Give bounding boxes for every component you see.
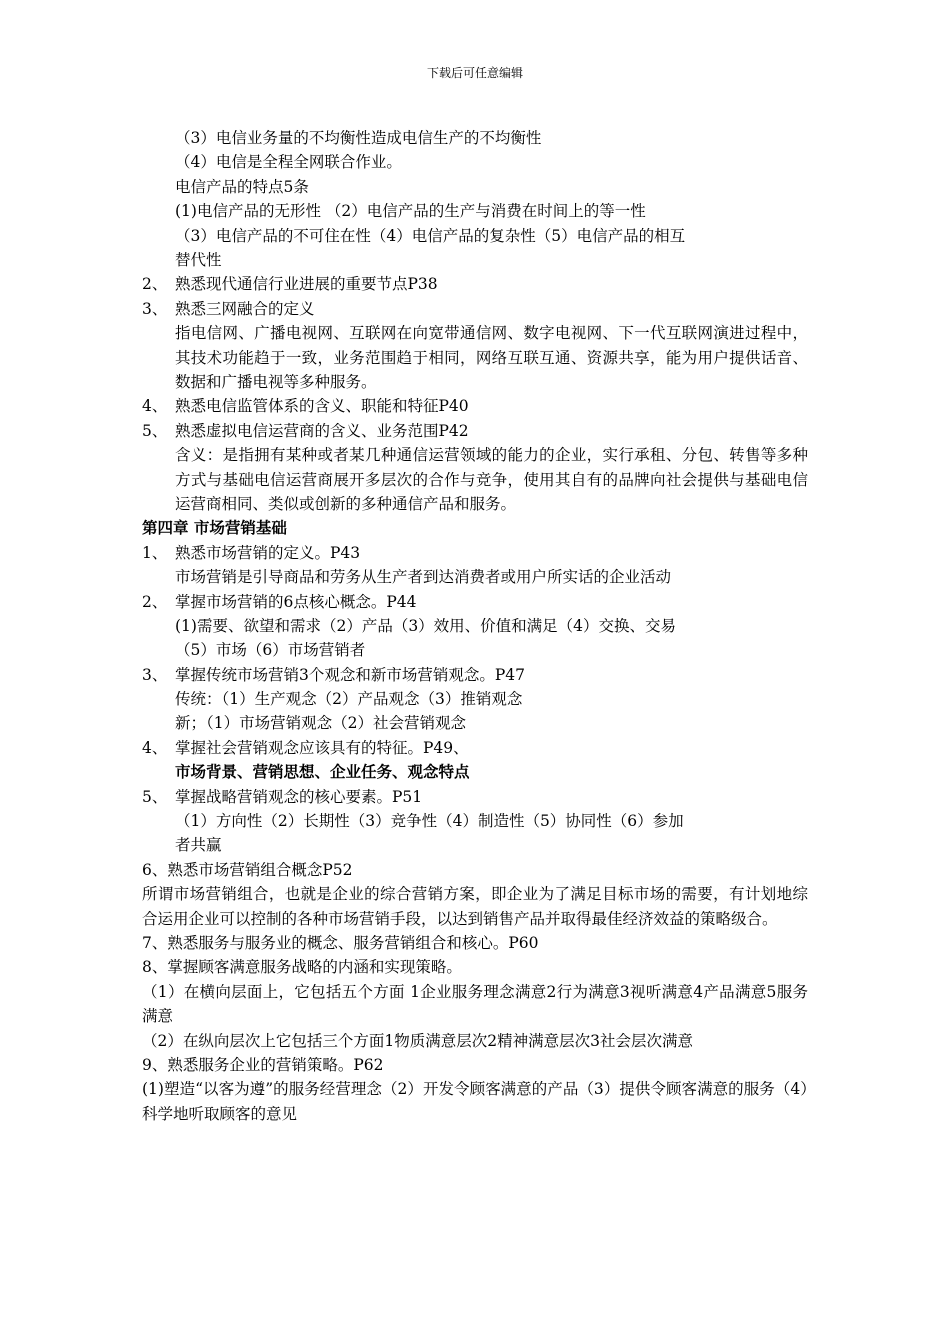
line-text: 熟悉电信监管体系的含义、职能和特征P40 bbox=[175, 397, 469, 416]
numbered-item bbox=[142, 419, 808, 443]
item-number: 2、 bbox=[142, 275, 168, 294]
line-text: 掌握战略营销观念的核心要素。P51 bbox=[175, 787, 423, 806]
text-line bbox=[142, 858, 808, 882]
numbered-item bbox=[142, 272, 808, 296]
line-text: （5）市场（6）市场营销者 bbox=[175, 641, 366, 660]
line-text: 者共赢 bbox=[175, 836, 222, 855]
numbered-item bbox=[142, 394, 808, 418]
line-text: 6、熟悉市场营销组合概念P52 bbox=[142, 860, 353, 879]
line-text: 熟悉市场营销的定义。P43 bbox=[175, 543, 361, 562]
line-text: （4）电信是全程全网联合作业。 bbox=[175, 153, 402, 172]
line-text: 传统：（1）生产观念（2）产品观念（3）推销观念 bbox=[175, 690, 523, 709]
line-text: 指电信网、广播电视网、互联网在向宽带通信网、数字电视网、下一代互联网演进过程中，其技术功能趋于一致，业务范围趋于相同，网络互联互通、资源共享，能为用户提供话音、数据和广播电视等多种服务。 bbox=[175, 324, 808, 391]
numbered-item bbox=[142, 736, 808, 760]
text-line bbox=[142, 565, 808, 589]
line-text: 含义：是指拥有某种或者某几种通信运营领域的能力的企业，实行承租、分包、转售等多种方式与基础电信运营商展开多层次的合作与竞争，使用其自有的品牌向社会提供与基础电信运营商相同、类似或创新的多种通信产品和服务。 bbox=[175, 446, 808, 513]
line-text: 新；（1）市场营销观念（2）社会营销观念 bbox=[175, 714, 466, 733]
text-line bbox=[142, 711, 808, 735]
item-number: 4、 bbox=[142, 397, 168, 416]
text-line bbox=[142, 321, 808, 394]
line-text: （1）在横向层面上，它包括五个方面 1企业服务理念满意2行为满意3视听满意4产品满意5服务满意 bbox=[142, 982, 808, 1026]
text-line bbox=[142, 760, 808, 784]
document-body bbox=[142, 126, 808, 1126]
item-number: 3、 bbox=[142, 299, 168, 318]
text-line bbox=[142, 882, 808, 931]
item-number: 2、 bbox=[142, 592, 168, 611]
numbered-item bbox=[142, 590, 808, 614]
text-line bbox=[142, 199, 808, 223]
line-text: 9、熟悉服务企业的营销策略。P62 bbox=[142, 1056, 384, 1075]
text-line bbox=[142, 443, 808, 516]
line-text: (1)需要、欲望和需求（2）产品（3）效用、价值和满足（4）交换、交易 bbox=[175, 616, 677, 635]
line-text: 掌握市场营销的6点核心概念。P44 bbox=[175, 592, 417, 611]
line-text: （3）电信产品的不可住在性（4）电信产品的复杂性（5）电信产品的相互 bbox=[175, 226, 686, 245]
item-number: 4、 bbox=[142, 738, 168, 757]
text-line bbox=[142, 150, 808, 174]
line-text: 掌握社会营销观念应该具有的特征。P49、 bbox=[175, 738, 469, 757]
line-text: 熟悉三网融合的定义 bbox=[175, 299, 315, 318]
page-header: 下载后可任意编辑 bbox=[426, 66, 523, 80]
text-line bbox=[142, 809, 808, 833]
line-text: 替代性 bbox=[175, 250, 222, 269]
line-text: 第四章 市场营销基础 bbox=[142, 518, 287, 538]
line-text: （2）在纵向层次上它包括三个方面1物质满意层次2精神满意层次3社会层次满意 bbox=[142, 1031, 693, 1050]
numbered-item bbox=[142, 785, 808, 809]
text-line bbox=[142, 1053, 808, 1077]
text-line bbox=[142, 1077, 808, 1126]
line-text: (1)塑造“以客为遵”的服务经营理念（2）开发令顾客满意的产品（3）提供令顾客满意的服务（4）科学地听取顾客的意见 bbox=[142, 1080, 808, 1123]
line-text: 7、熟悉服务与服务业的概念、服务营销组合和核心。P60 bbox=[142, 934, 539, 953]
text-line bbox=[142, 224, 808, 248]
line-text: 电信产品的特点5条 bbox=[175, 177, 309, 196]
item-number: 5、 bbox=[142, 421, 168, 440]
line-text: 市场背景、营销思想、企业任务、观念特点 bbox=[175, 762, 470, 782]
numbered-item bbox=[142, 663, 808, 687]
text-line bbox=[142, 1029, 808, 1053]
text-line bbox=[142, 833, 808, 857]
item-number: 5、 bbox=[142, 787, 168, 806]
line-text: （1）方向性（2）长期性（3）竞争性（4）制造性（5）协同性（6）参加 bbox=[175, 812, 684, 831]
text-line bbox=[142, 955, 808, 979]
line-text: 掌握传统市场营销3个观念和新市场营销观念。P47 bbox=[175, 665, 526, 684]
line-text: （3）电信业务量的不均衡性造成电信生产的不均衡性 bbox=[175, 129, 542, 147]
item-number: 3、 bbox=[142, 665, 168, 684]
line-text: 所谓市场营销组合，也就是企业的综合营销方案，即企业为了满足目标市场的需要，有计划地综合运用企业可以控制的各种市场营销手段，以达到销售产品并取得最佳经济效益的策略级合。 bbox=[142, 885, 808, 928]
text-line bbox=[142, 931, 808, 955]
line-text: 熟悉虚拟电信运营商的含义、业务范围P42 bbox=[175, 421, 469, 440]
text-line bbox=[142, 248, 808, 272]
text-line bbox=[142, 175, 808, 199]
text-line bbox=[142, 980, 808, 1029]
numbered-item bbox=[142, 541, 808, 565]
line-text: 市场营销是引导商品和劳务从生产者到达消费者或用户所实话的企业活动 bbox=[175, 568, 672, 587]
section-heading bbox=[142, 516, 808, 540]
text-line bbox=[142, 687, 808, 711]
line-text: 8、掌握顾客满意服务战略的内涵和实现策略。 bbox=[142, 958, 462, 977]
item-number: 1、 bbox=[142, 543, 168, 562]
text-line bbox=[142, 614, 808, 638]
text-line bbox=[142, 638, 808, 662]
line-text: 熟悉现代通信行业进展的重要节点P38 bbox=[175, 275, 438, 294]
text-line bbox=[142, 126, 808, 150]
numbered-item bbox=[142, 297, 808, 321]
line-text: (1)电信产品的无形性 （2）电信产品的生产与消费在时间上的等一性 bbox=[175, 202, 646, 221]
